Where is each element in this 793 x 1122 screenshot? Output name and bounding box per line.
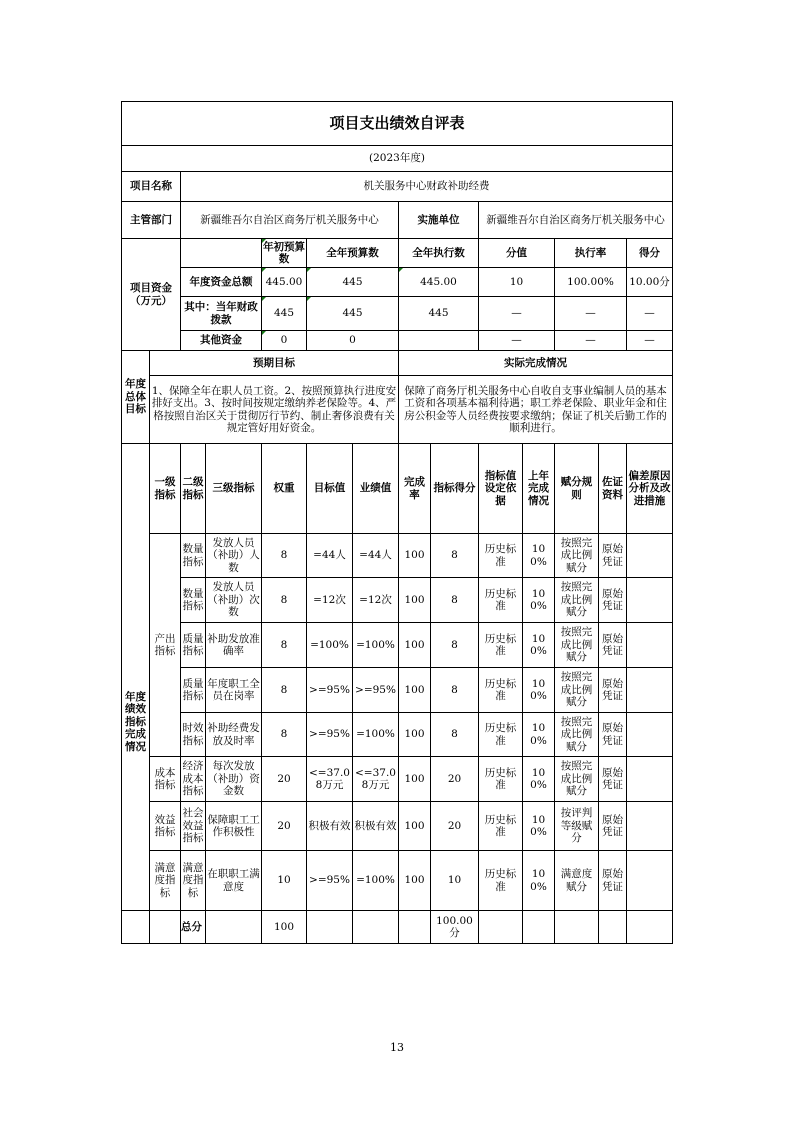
page-number: 13	[390, 1041, 404, 1054]
indicator-cell: 发放人员（补助）次数	[207, 581, 260, 619]
expected-goal-header: 预期目标	[253, 356, 295, 369]
indicator-cell: 积极有效	[308, 819, 351, 832]
indicator-cell: 按照完成比例赋分	[560, 626, 593, 664]
indicator-cell: 100%	[530, 722, 547, 747]
indicator-cell: 质量指标	[182, 677, 204, 702]
indicator-cell: 100%	[530, 677, 547, 702]
indicator-cell: <=37.08万元	[309, 766, 350, 791]
grid-line	[121, 943, 673, 944]
indicator-cell: 20	[447, 772, 462, 785]
indicator-cell: 每次发放（补助）资金数	[207, 760, 260, 798]
report-year: (2023年度)	[369, 152, 425, 165]
actual-goal-text: 保障了商务厅机关服务中心自收自支事业编制人员的基本工资和各项基本福利待遇；职工养老保险、职业年金和住房公积金等人员经费按要求缴纳；保证了机关后勤工作的顺利进行。	[404, 384, 667, 434]
indicator-section-label: 年度绩效指标完成情况	[125, 690, 146, 753]
indicator-cell: 20	[447, 819, 462, 832]
indicator-cell	[627, 713, 672, 756]
indicator-header: 一级指标	[154, 476, 176, 501]
indicator-cell: 积极有效	[354, 819, 397, 832]
indicator-cell: 20	[277, 819, 291, 832]
funds-value: 10.00分	[629, 275, 670, 288]
funds-value: 445.00	[265, 275, 303, 288]
indicator-cell: 100	[404, 683, 425, 696]
level1-indicator: 成本指标	[154, 766, 176, 791]
indicator-cell: =44人	[359, 549, 392, 562]
indicator-cell: 数量指标	[182, 587, 204, 612]
grid-line	[672, 101, 673, 944]
indicator-cell: =12次	[359, 593, 392, 606]
indicator-header: 完成率	[404, 476, 425, 501]
indicator-cell: 历史标准	[484, 722, 517, 747]
indicator-cell: =100%	[310, 638, 349, 651]
indicator-cell: 历史标准	[484, 677, 517, 702]
funds-header: 分值	[506, 246, 527, 259]
indicator-cell: 原始凭证	[602, 722, 623, 747]
funds-value: 100.00%	[567, 275, 614, 288]
indicator-cell: 8	[280, 549, 288, 562]
funds-value: 10	[509, 275, 524, 288]
indicator-cell: 按照完成比例赋分	[560, 715, 593, 753]
funds-value: 0	[280, 334, 288, 347]
funds-header: 年初预算数	[263, 240, 305, 265]
indicator-cell: 100%	[530, 587, 547, 612]
indicator-header: 目标值	[313, 482, 346, 495]
project-name-label: 项目名称	[130, 180, 172, 193]
level1-indicator: 满意度指标	[154, 861, 176, 899]
indicator-cell: 100	[404, 728, 425, 741]
unit-label: 实施单位	[417, 213, 460, 226]
total-score: 100.00分	[436, 914, 473, 939]
indicator-cell: 10	[447, 874, 462, 887]
indicator-cell: 保障职工工作积极性	[207, 813, 260, 838]
cell-comment-marker	[307, 268, 311, 272]
level1-indicator: 产出指标	[154, 632, 176, 657]
indicator-cell: 原始凭证	[602, 766, 623, 791]
indicator-cell: 原始凭证	[602, 587, 623, 612]
indicator-cell: >=95%	[309, 874, 350, 887]
cell-comment-marker	[262, 331, 266, 335]
indicator-cell: 社会效益指标	[182, 807, 204, 845]
actual-goal-header: 实际完成情况	[504, 356, 567, 369]
funds-value: —	[585, 307, 596, 320]
indicator-cell: 历史标准	[484, 632, 517, 657]
indicator-cell: 历史标准	[484, 766, 517, 791]
indicator-cell: 100	[404, 819, 425, 832]
indicator-header: 业绩值	[359, 482, 392, 495]
indicator-cell: 20	[277, 772, 291, 785]
funds-value: —	[644, 307, 655, 320]
indicator-header: 二级指标	[182, 476, 204, 501]
funds-value: 445	[273, 307, 295, 320]
indicator-cell	[627, 802, 672, 850]
cell-comment-marker	[399, 268, 403, 272]
funds-header: 执行率	[574, 246, 607, 259]
level1-indicator: 效益指标	[154, 813, 176, 838]
total-weight: 100	[273, 920, 295, 933]
indicator-cell: 补助发放准确率	[207, 632, 260, 657]
indicator-cell: >=95%	[309, 728, 350, 741]
indicator-cell: >=95%	[355, 683, 396, 696]
indicator-cell	[627, 851, 672, 910]
indicator-header: 偏差原因分析及改进措施	[628, 469, 671, 507]
funds-value	[399, 331, 478, 350]
indicator-cell: 100%	[530, 632, 547, 657]
indicator-header: 赋分规则	[560, 476, 593, 501]
indicator-cell: 8	[280, 593, 288, 606]
indicator-cell: 年度职工全员在岗率	[207, 677, 260, 702]
goals-label: 年度总体目标	[125, 378, 146, 416]
funds-value: —	[644, 334, 655, 347]
indicator-cell: 100%	[530, 813, 547, 838]
department-label: 主管部门	[130, 213, 172, 226]
funds-value: 445	[342, 275, 363, 288]
indicator-cell: 原始凭证	[602, 632, 623, 657]
indicator-header: 三级指标	[212, 482, 255, 495]
funds-value: —	[511, 334, 522, 347]
indicator-cell: 原始凭证	[602, 543, 623, 568]
indicator-cell: 历史标准	[484, 587, 517, 612]
indicator-cell: 8	[451, 638, 458, 651]
funds-value: 445	[428, 307, 449, 320]
indicator-header: 指标值设定依据	[484, 469, 517, 507]
indicator-cell: 100	[404, 593, 425, 606]
cell-comment-marker	[262, 239, 266, 243]
indicator-cell: 原始凭证	[602, 677, 623, 702]
page-title: 项目支出绩效自评表	[329, 114, 465, 133]
funds-header: 全年执行数	[412, 246, 465, 259]
funds-label: 项目资金（万元）	[130, 282, 172, 307]
indicator-cell: 按评判等级赋分	[560, 807, 593, 845]
indicator-cell: 质量指标	[182, 632, 204, 657]
indicator-header: 指标得分	[433, 482, 476, 495]
indicator-cell: 8	[280, 638, 288, 651]
funds-header: 得分	[639, 246, 660, 259]
indicator-cell: 原始凭证	[602, 813, 623, 838]
indicator-cell: 8	[451, 683, 458, 696]
project-name: 机关服务中心财政补助经费	[363, 180, 490, 193]
indicator-header: 权重	[273, 482, 295, 495]
indicator-cell: 100%	[530, 766, 547, 791]
funds-row-label: 年度资金总额	[189, 275, 253, 288]
funds-value: —	[511, 307, 522, 320]
funds-header: 全年预算数	[326, 246, 379, 259]
indicator-cell: 原始凭证	[602, 868, 623, 893]
indicator-cell: =100%	[356, 874, 395, 887]
indicator-cell: 补助经费发放及时率	[207, 722, 260, 747]
indicator-header: 佐证资料	[602, 476, 623, 501]
indicator-cell	[627, 757, 672, 801]
indicator-cell: =12次	[313, 593, 346, 606]
indicator-cell: 100	[404, 549, 425, 562]
unit-name: 新疆维吾尔自治区商务厅机关服务中心	[486, 213, 665, 226]
department-name: 新疆维吾尔自治区商务厅机关服务中心	[200, 213, 379, 226]
indicator-cell: 按照完成比例赋分	[560, 536, 593, 574]
total-label: 总分	[181, 920, 202, 933]
funds-row-label: 其中：当年财政拨款	[184, 301, 258, 326]
cell-comment-marker	[262, 268, 266, 272]
indicator-cell: 在职职工满意度	[207, 868, 260, 893]
funds-value: 445.00	[420, 275, 457, 288]
indicator-cell: 8	[280, 683, 288, 696]
indicator-cell: 经济成本指标	[182, 760, 204, 798]
indicator-cell: 100	[404, 772, 425, 785]
indicator-cell: 100%	[530, 868, 547, 893]
funds-value: 445	[342, 307, 363, 320]
indicator-cell: =44人	[313, 549, 346, 562]
cell-comment-marker	[307, 297, 311, 301]
indicator-cell: 8	[451, 549, 458, 562]
indicator-cell: 历史标准	[484, 543, 517, 568]
indicator-cell: =100%	[356, 638, 395, 651]
indicator-cell: 时效指标	[182, 722, 204, 747]
indicator-cell	[627, 578, 672, 622]
indicator-cell: <=37.08万元	[355, 766, 396, 791]
expected-goal-text: 1、保障全年在职人员工资。2、按照预算执行进度安排好支出。3、按时间按规定缴纳养老保险等。4、严格按照自治区关于贯彻厉行节约、制止奢侈浪费有关规定管好用好资金。	[151, 384, 397, 434]
indicator-cell: 按照完成比例赋分	[560, 581, 593, 619]
indicator-cell: >=95%	[309, 683, 350, 696]
indicator-cell	[627, 668, 672, 712]
indicator-cell: 100%	[530, 543, 547, 568]
indicator-cell: 10	[277, 874, 291, 887]
cell-comment-marker	[262, 297, 266, 301]
indicator-cell: 按照完成比例赋分	[560, 760, 593, 798]
indicator-cell: 满意度赋分	[560, 868, 593, 893]
indicator-cell: 8	[451, 728, 458, 741]
indicator-cell: 历史标准	[484, 868, 517, 893]
indicator-cell: 历史标准	[484, 813, 517, 838]
indicator-cell: 按照完成比例赋分	[560, 671, 593, 709]
indicator-cell: 数量指标	[182, 543, 204, 568]
indicator-cell: =100%	[356, 728, 395, 741]
indicator-cell	[627, 534, 672, 577]
indicator-cell: 8	[280, 728, 288, 741]
indicator-cell: 发放人员（补助）人数	[207, 536, 260, 574]
indicator-cell: 满意度指标	[182, 861, 204, 899]
funds-value: 0	[349, 334, 356, 347]
indicator-cell: 100	[404, 874, 425, 887]
funds-row-label: 其他资金	[200, 334, 242, 347]
indicator-cell: 8	[451, 593, 458, 606]
indicator-header: 上年完成情况	[528, 469, 549, 507]
indicator-cell: 100	[404, 638, 425, 651]
funds-value: —	[585, 334, 596, 347]
indicator-cell	[627, 623, 672, 667]
